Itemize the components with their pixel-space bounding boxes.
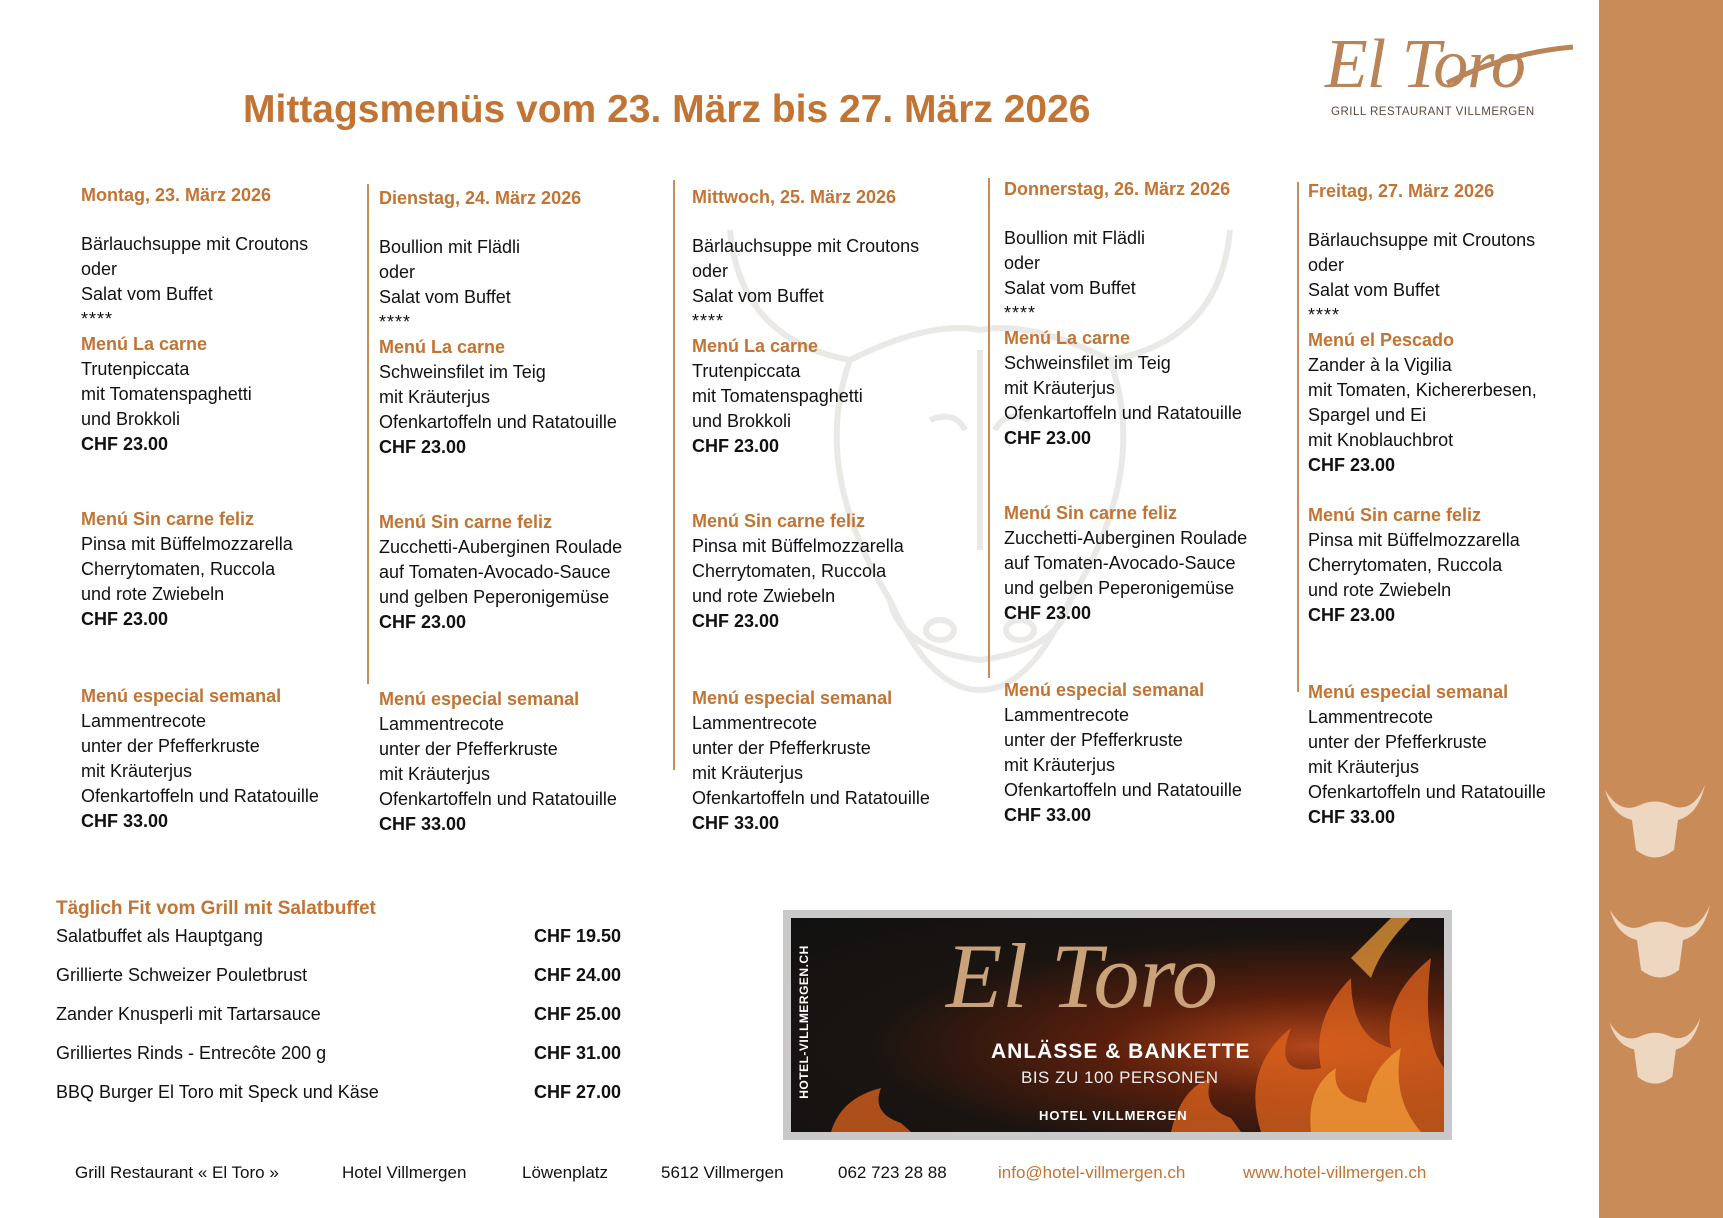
menu-line: mit Knoblauchbrot [1308, 430, 1454, 450]
menu-line: unter der Pfefferkruste [692, 738, 871, 758]
menu-line: Zucchetti-Auberginen Roulade [379, 537, 623, 557]
menu-line: Schweinsfilet im Teig [1004, 353, 1171, 373]
fit-item-name: Grilliertes Rinds - Entrecôte 200 g [56, 1043, 327, 1063]
menu-price: CHF 23.00 [692, 436, 780, 456]
logo-text: El Toro [1325, 26, 1525, 103]
day-heading: Montag, 23. März 2026 [81, 185, 272, 205]
menu-line: mit Tomatenspaghetti [692, 386, 863, 406]
fit-item-price: CHF 31.00 [534, 1043, 622, 1063]
separator: **** [1004, 303, 1037, 323]
menu-line: Pinsa mit Büffelmozzarella [81, 534, 293, 554]
menu-sin-carne [1004, 501, 1304, 626]
menu-line: mit Tomatenspaghetti [81, 384, 252, 404]
menu-la-carne [1004, 326, 1304, 451]
menu-price: CHF 23.00 [1004, 603, 1092, 623]
menu-line: Lammentrecote [81, 711, 207, 731]
menu-especial [1308, 680, 1608, 830]
logo-subtitle: GRILL RESTAURANT VILLMERGEN [1331, 106, 1535, 118]
day-column [692, 185, 992, 836]
menu-title: Menú La carne [1004, 328, 1131, 348]
menu-line: und rote Zwiebeln [692, 586, 836, 606]
menu-line: unter der Pfefferkruste [1308, 732, 1487, 752]
bull-head-icon [1600, 995, 1710, 1095]
starter [379, 235, 679, 335]
menu-line: und gelben Peperonigemüse [1004, 578, 1235, 598]
menu-line: und Brokkoli [81, 409, 181, 429]
menu-price: CHF 23.00 [692, 611, 780, 631]
menu-line: auf Tomaten-Avocado-Sauce [379, 562, 611, 582]
menu-title: Menú Sin carne feliz [81, 509, 255, 529]
starter-line: Bärlauchsuppe mit Croutons [1308, 230, 1536, 250]
menu-title: Menú Sin carne feliz [1308, 505, 1482, 525]
bull-head-icon [1600, 760, 1710, 870]
menu-price: CHF 23.00 [81, 609, 169, 629]
footer-hotel: Hotel Villmergen [342, 1163, 467, 1182]
menu-price: CHF 23.00 [1308, 605, 1396, 625]
menu-line: Ofenkartoffeln und Ratatouille [379, 789, 617, 809]
menu-line: Zander à la Vigilia [1308, 355, 1452, 375]
menu-title: Menú especial semanal [1308, 682, 1509, 702]
footer-website-link[interactable]: www.hotel-villmergen.ch [1243, 1163, 1427, 1182]
fit-item-name: Grillierte Schweizer Pouletbrust [56, 965, 308, 985]
menu-line: und Brokkoli [692, 411, 792, 431]
menu-price: CHF 23.00 [379, 437, 467, 457]
menu-title: Menú La carne [81, 334, 208, 354]
event-banner [783, 910, 1452, 1140]
day-column [81, 183, 381, 834]
menu-price: CHF 33.00 [81, 811, 169, 831]
menu-sin-carne [1308, 503, 1608, 628]
menu-line: Cherrytomaten, Ruccola [81, 559, 276, 579]
menu-line: mit Kräuterjus [81, 761, 193, 781]
menu-price: CHF 33.00 [1308, 807, 1396, 827]
day-heading: Freitag, 27. März 2026 [1308, 181, 1495, 201]
menu-especial [379, 687, 679, 837]
menu-line: Pinsa mit Büffelmozzarella [1308, 530, 1520, 550]
menu-title: Menú Sin carne feliz [1004, 503, 1178, 523]
fit-item-price: CHF 19.50 [534, 926, 622, 946]
menu-line: unter der Pfefferkruste [81, 736, 260, 756]
menu-title: Menú Sin carne feliz [692, 511, 866, 531]
menu-la-carne [692, 334, 992, 459]
starter-line: Boullion mit Flädli [1004, 228, 1146, 248]
separator: **** [692, 311, 725, 331]
menu-title: Menú especial semanal [1004, 680, 1205, 700]
fit-item-name: BBQ Burger El Toro mit Speck und Käse [56, 1082, 379, 1102]
menu-line: unter der Pfefferkruste [1004, 730, 1183, 750]
horn-swoosh-icon [1445, 43, 1575, 88]
menu-line: Ofenkartoffeln und Ratatouille [81, 786, 319, 806]
starter-line: oder [81, 259, 118, 279]
menu-sin-carne [81, 507, 381, 632]
footer-phone: 062 723 28 88 [838, 1163, 947, 1182]
fit-item-price: CHF 25.00 [534, 1004, 622, 1024]
fit-item-name: Salatbuffet als Hauptgang [56, 926, 263, 946]
day-column [1308, 179, 1608, 830]
menu-price: CHF 23.00 [1308, 455, 1396, 475]
starter-line: Salat vom Buffet [379, 287, 511, 307]
menu-line: Ofenkartoffeln und Ratatouille [692, 788, 930, 808]
starter [1308, 228, 1608, 328]
bull-head-icon [1600, 880, 1720, 990]
day-column [379, 186, 679, 837]
starter-line: Boullion mit Flädli [379, 237, 521, 257]
day-heading: Dienstag, 24. März 2026 [379, 188, 582, 208]
menu-title: Menú especial semanal [379, 689, 580, 709]
menu-line: mit Kräuterjus [1004, 755, 1116, 775]
menu-price: CHF 23.00 [379, 612, 467, 632]
day-column [1004, 177, 1304, 828]
menu-line: Ofenkartoffeln und Ratatouille [1308, 782, 1546, 802]
menu-line: unter der Pfefferkruste [379, 739, 558, 759]
starter [1004, 226, 1304, 326]
menu-line: Lammentrecote [1308, 707, 1434, 727]
day-heading: Mittwoch, 25. März 2026 [692, 187, 897, 207]
fit-item-name: Zander Knusperli mit Tartarsauce [56, 1004, 321, 1024]
menu-line: Spargel und Ei [1308, 405, 1427, 425]
banner-headline: ANLÄSSE & BANKETTE [991, 1040, 1251, 1063]
menu-line: Ofenkartoffeln und Ratatouille [1004, 403, 1242, 423]
menu-line: und rote Zwiebeln [81, 584, 225, 604]
menu-title: Menú el Pescado [1308, 330, 1455, 350]
menu-line: Lammentrecote [692, 713, 818, 733]
fit-item-price: CHF 27.00 [534, 1082, 622, 1102]
menu-line: mit Kräuterjus [1004, 378, 1116, 398]
starter-line: oder [1004, 253, 1041, 273]
starter-line: Salat vom Buffet [692, 286, 824, 306]
menu-line: Trutenpiccata [692, 361, 801, 381]
menu-la-carne [81, 332, 381, 457]
menu-el-pescado [1308, 328, 1608, 478]
banner-logo-text: El Toro [946, 925, 1218, 1027]
starter-line: oder [379, 262, 416, 282]
separator: **** [81, 309, 114, 329]
menu-line: mit Kräuterjus [692, 763, 804, 783]
starter [692, 234, 992, 334]
menu-price: CHF 23.00 [81, 434, 169, 454]
menu-line: Ofenkartoffeln und Ratatouille [379, 412, 617, 432]
menu-line: mit Kräuterjus [379, 387, 491, 407]
menu-line: Schweinsfilet im Teig [379, 362, 546, 382]
page-title: Mittagsmenüs vom 23. März bis 27. März 2026 [243, 88, 1091, 131]
starter-line: Bärlauchsuppe mit Croutons [692, 236, 920, 256]
fit-item-price: CHF 24.00 [534, 965, 622, 985]
banner-website: HOTEL-VILLMERGEN.CH [797, 945, 811, 1099]
menu-price: CHF 33.00 [379, 814, 467, 834]
starter-line: oder [1308, 255, 1345, 275]
menu-line: Pinsa mit Büffelmozzarella [692, 536, 904, 556]
menu-price: CHF 23.00 [1004, 428, 1092, 448]
footer-restaurant: Grill Restaurant « El Toro » [75, 1163, 279, 1182]
menu-line: mit Kräuterjus [379, 764, 491, 784]
starter-line: Salat vom Buffet [81, 284, 213, 304]
footer-street: Löwenplatz [522, 1163, 609, 1182]
starter-line: Bärlauchsuppe mit Croutons [81, 234, 309, 254]
menu-line: Zucchetti-Auberginen Roulade [1004, 528, 1248, 548]
menu-title: Menú La carne [379, 337, 506, 357]
menu-title: Menú Sin carne feliz [379, 512, 553, 532]
footer-city: 5612 Villmergen [661, 1163, 784, 1182]
menu-title: Menú La carne [692, 336, 819, 356]
menu-line: Cherrytomaten, Ruccola [692, 561, 887, 581]
menu-line: Trutenpiccata [81, 359, 190, 379]
menu-sin-carne [379, 510, 679, 635]
restaurant-logo [1325, 25, 1565, 130]
menu-line: auf Tomaten-Avocado-Sauce [1004, 553, 1236, 573]
starter-line: Salat vom Buffet [1308, 280, 1440, 300]
menu-line: Lammentrecote [379, 714, 505, 734]
starter-line: oder [692, 261, 729, 281]
menu-line: mit Kräuterjus [1308, 757, 1420, 777]
menu-line: Lammentrecote [1004, 705, 1130, 725]
separator: **** [1308, 305, 1341, 325]
menu-line: und rote Zwiebeln [1308, 580, 1452, 600]
footer-email-link[interactable]: info@hotel-villmergen.ch [998, 1163, 1186, 1182]
menu-sin-carne [692, 509, 992, 634]
menu-line: Ofenkartoffeln und Ratatouille [1004, 780, 1242, 800]
menu-la-carne [379, 335, 679, 460]
menu-line: und gelben Peperonigemüse [379, 587, 610, 607]
banner-hotel-name: HOTEL VILLMERGEN [1039, 1108, 1188, 1123]
menu-line: Cherrytomaten, Ruccola [1308, 555, 1503, 575]
starter-line: Salat vom Buffet [1004, 278, 1136, 298]
menu-line: mit Tomaten, Kichererbesen, [1308, 380, 1537, 400]
day-heading: Donnerstag, 26. März 2026 [1004, 179, 1231, 199]
menu-price: CHF 33.00 [1004, 805, 1092, 825]
menu-title: Menú especial semanal [81, 686, 282, 706]
starter [81, 232, 381, 332]
menu-especial [1004, 678, 1304, 828]
menu-title: Menú especial semanal [692, 688, 893, 708]
banner-subline: BIS ZU 100 PERSONEN [1021, 1068, 1219, 1087]
menu-especial [692, 686, 992, 836]
fit-section-title: Täglich Fit vom Grill mit Salatbuffet [56, 898, 376, 919]
separator: **** [379, 312, 412, 332]
menu-especial [81, 684, 381, 834]
menu-price: CHF 33.00 [692, 813, 780, 833]
banner-image [791, 918, 1444, 1132]
